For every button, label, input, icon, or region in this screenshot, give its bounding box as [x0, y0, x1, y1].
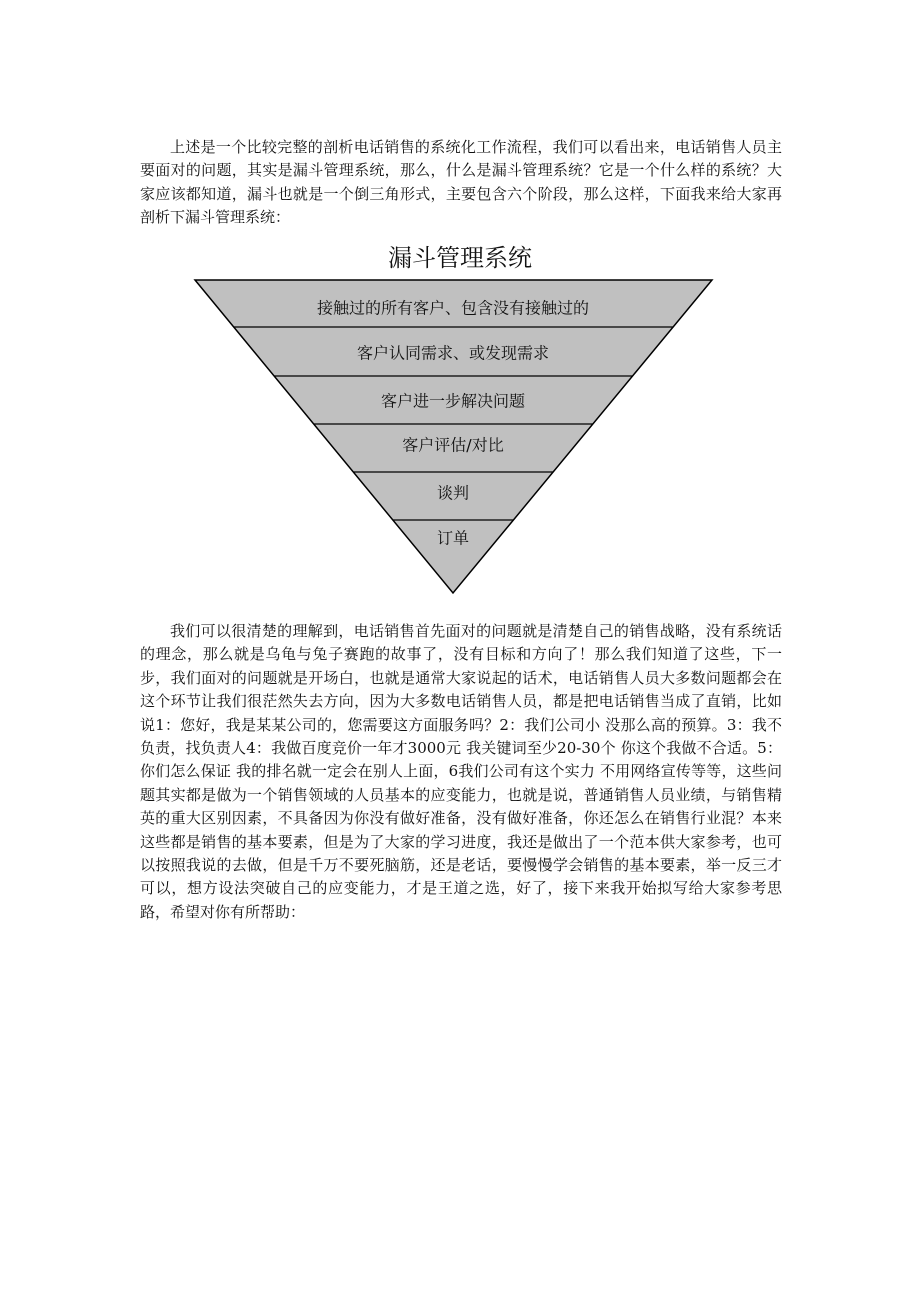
funnel-stage-label: 客户评估/对比 [402, 435, 504, 455]
funnel-stage-label: 接触过的所有客户、包含没有接触过的 [316, 298, 590, 318]
funnel-title: 漏斗管理系统 [388, 244, 532, 272]
funnel-stage-label: 客户进一步解决问题 [380, 391, 526, 411]
intro-paragraph: 上述是一个比较完整的剖析电话销售的系统化工作流程，我们可以看出来，电话销售人员主要面对的问题，其实是漏斗管理系统，那么，什么是漏斗管理系统？它是一个什么样的系统？大家应该都知道，漏斗也就是一个倒三角形式，主要包含六个阶段，那么这样，下面我来给大家再剖析下漏斗管理系统： [140, 138, 782, 227]
funnel-stage-label: 订单 [436, 528, 470, 548]
funnel-stage-label: 谈判 [436, 483, 470, 503]
body-paragraph: 我们可以很清楚的理解到，电话销售首先面对的问题就是清楚自己的销售战略，没有系统话的理念，那么就是乌龟与兔子赛跑的故事了，没有目标和方向了！那么我们知道了这些，下一步，我们面对的问题就是开场白，也就是通常大家说起的话术，电话销售人员大多数问题都会在这个环节让我们很茫然失去方向，因为大多数电话销售人员，都是把电话销售当成了直销，比如说1：您好，我是某某公司的，您需要这方面服务吗？2：我们公司小 没那么高的预算。3：我不负责，找负责人4：我做百度竞价一年才3000元 我关键词至少20-30个 你这个我做不合适。5：你们怎么保证 我的排名就一定会在别人上面，6我们公司有这个实力 不用网络宣传等等，这些问题其实都是做为一个销售领域的人员基本的应变能力，也就是说，普通销售人员业绩，与销售精英的重大区别因素，不具备因为你没有做好准备，没有做好准备，你还怎么在销售行业混？本来这些都是销售的基本要素，但是为了大家的学习进度，我还是做出了一个范本供大家参考，也可以按照我说的去做，但是千万不要死脑筋，还是老话，要慢慢学会销售的基本要素，举一反三才可以，想方设法突破自己的应变能力，才是王道之选，好了，接下来我开始拟写给大家参考思路，希望对你有所帮助： [140, 622, 782, 921]
funnel-stage-label: 客户认同需求、或发现需求 [356, 343, 550, 363]
